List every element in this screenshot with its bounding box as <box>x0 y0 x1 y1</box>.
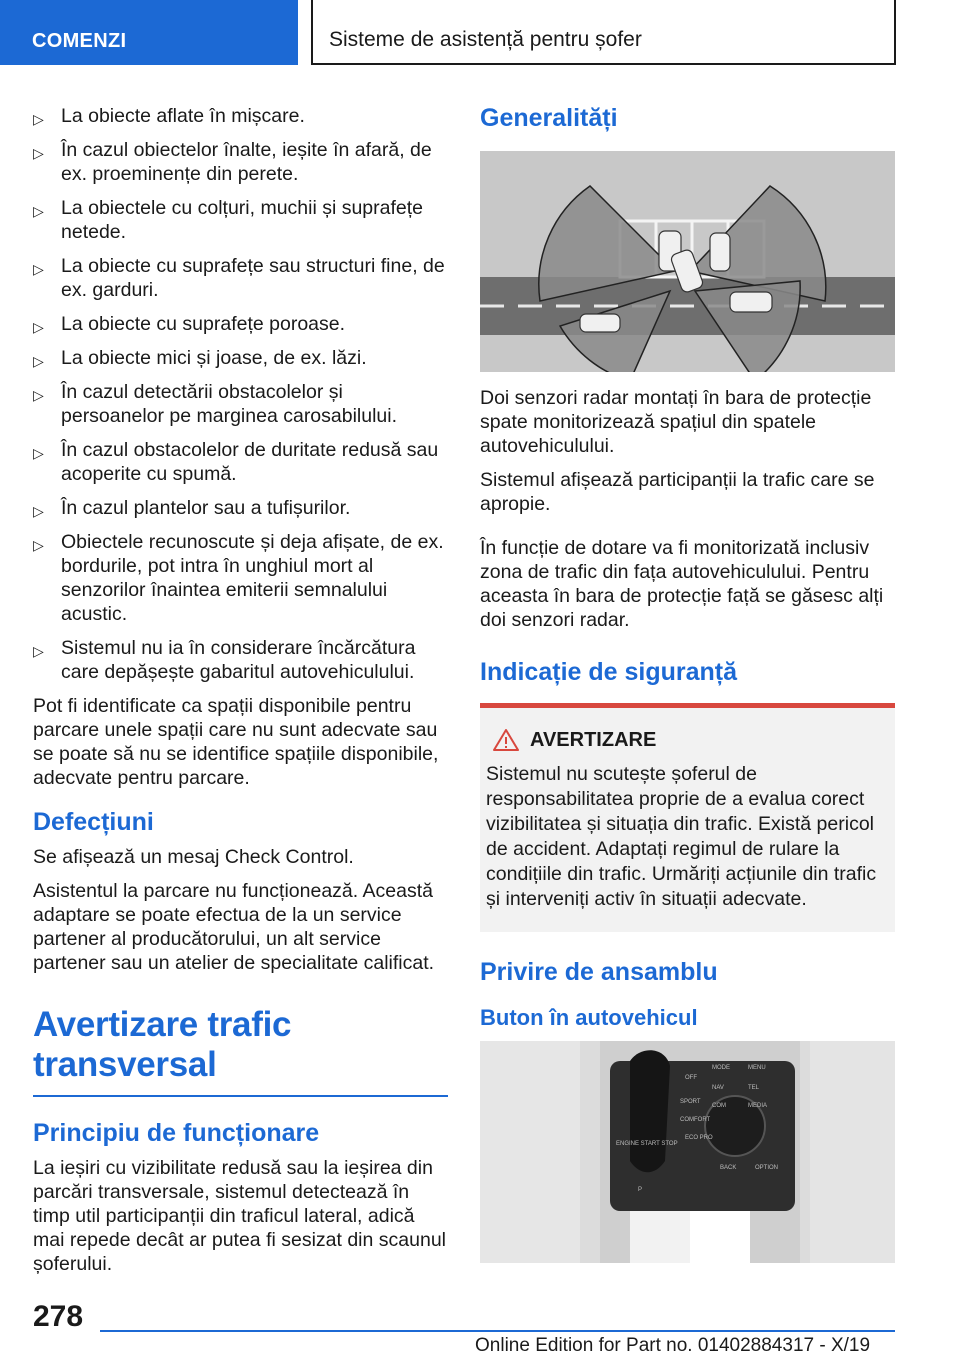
page-number: 278 <box>33 1300 84 1333</box>
button-subheading: Buton în autovehicul <box>480 1005 698 1030</box>
console-photo <box>480 1041 895 1263</box>
triangle-bullet-icon: ▷ <box>33 319 44 335</box>
chapter-box <box>311 0 896 65</box>
section-title: Avertizare trafic transversal <box>33 1005 448 1097</box>
defects-heading: Defecțiuni <box>33 808 154 836</box>
list-item: ▷ În cazul plantelor sau a tufișurilor. <box>33 496 448 520</box>
triangle-bullet-icon: ▷ <box>33 203 44 219</box>
warning-header <box>486 728 889 752</box>
left-column <box>33 104 448 1286</box>
list-item: ▷ La obiecte cu suprafețe sau structuri fine, de ex. garduri. <box>33 255 445 301</box>
console-button-label: ECO PRO <box>685 1135 713 1141</box>
right-column <box>480 104 895 1263</box>
triangle-bullet-icon: ▷ <box>33 387 44 403</box>
warning-label: AVERTIZARE <box>530 728 657 751</box>
console-button-label: MODE <box>712 1065 730 1071</box>
general-text-1: Doi senzori radar montați în bara de protecție spate monitorizează spațiul din spatele autovehiculului. <box>480 387 872 457</box>
principle-heading: Principiu de funcționare <box>33 1119 320 1147</box>
console-button-label: BACK <box>720 1165 737 1171</box>
radar-illustration <box>480 151 895 372</box>
defects-text-2: Asistentul la parcare nu funcționează. Această adaptare se poate efectua de la un service partener al producătorului, un alt service partener sau un atelier de specialitate calificat. <box>33 880 435 974</box>
center-console-icon <box>480 1041 895 1263</box>
list-item: ▷ La obiectele cu colțuri, muchii și suprafețe netede. <box>33 197 424 243</box>
overview-heading: Privire de ansamblu <box>480 958 718 986</box>
console-button-label: MENU <box>748 1065 766 1071</box>
triangle-bullet-icon: ▷ <box>33 445 44 461</box>
list-item: ▷ Obiectele recunoscute și deja afișate, de ex. bordurile, pot intra în unghiul mort al senzorilor înaintea emiterii semnalului acustic. <box>33 531 444 625</box>
section-label: COMENZI <box>32 30 127 52</box>
edition-info: Online Edition for Part no. 01402884317 - X/19 <box>475 1335 871 1356</box>
warning-triangle-icon <box>492 728 520 752</box>
console-button-label: COMFORT <box>680 1117 711 1123</box>
console-button-label: MEDIA <box>748 1103 768 1109</box>
footer-divider <box>100 1330 895 1332</box>
console-button-label: NAV <box>712 1085 724 1091</box>
list-item: ▷ În cazul obstacolelor de duritate redusă sau acoperite cu spumă. <box>33 439 439 485</box>
principle-text: La ieșiri cu vizibilitate redusă sau la ieșirea din parcări transversale, sistemul detectează în timp util participanții din traficul lateral, adică mai repede decât ar putea fi sesizat din scaunul șoferului. <box>33 1157 446 1275</box>
chapter-label: Sisteme de asistență pentru șofer <box>329 28 642 51</box>
triangle-bullet-icon: ▷ <box>33 261 44 277</box>
list-item: ▷ În cazul detectării obstacolelor și persoanelor pe marginea carosabilului. <box>33 381 398 427</box>
general-text-2: Sistemul afișează participanții la trafic care se apropie. <box>480 469 875 515</box>
general-heading: Generalități <box>480 104 618 132</box>
triangle-bullet-icon: ▷ <box>33 643 44 659</box>
triangle-bullet-icon: ▷ <box>33 537 44 553</box>
radar-diagram-icon <box>480 151 895 372</box>
list-item: ▷ La obiecte aflate în mișcare. <box>33 104 448 128</box>
list-item: ▷ Sistemul nu ia în considerare încărcătura care depășește gabaritul autovehiculului. <box>33 637 416 683</box>
defects-text-1: Se afișează un mesaj Check Control. <box>33 846 354 868</box>
triangle-bullet-icon: ▷ <box>33 145 44 161</box>
section-tab <box>0 0 298 65</box>
triangle-bullet-icon: ▷ <box>33 353 44 369</box>
console-button-label: SPORT <box>680 1099 701 1105</box>
list-item: ▷ În cazul obiectelor înalte, ieșite în afară, de ex. proeminențe din perete. <box>33 139 432 185</box>
general-text-3: În funcție de dotare va fi monitorizată inclusiv zona de trafic din fața autovehiculului. Pentru aceasta în bara de protecție față se găsesc alți doi senzori radar. <box>480 537 884 631</box>
parking-note: Pot fi identificate ca spații disponibile pentru parcare unele spații care nu sunt adecvate sau se poate să nu se identifice spațiile disponibile, adecvate pentru parcare. <box>33 695 439 789</box>
triangle-bullet-icon: ▷ <box>33 111 44 127</box>
console-button-label: ENGINE START STOP <box>616 1141 678 1147</box>
console-button-label: OPTION <box>755 1165 779 1171</box>
console-button-label: OFF <box>685 1075 697 1081</box>
warning-box <box>480 703 895 932</box>
limitations-list <box>33 104 448 684</box>
console-button-label: TEL <box>748 1085 760 1091</box>
console-button-label: P <box>638 1187 643 1193</box>
safety-heading: Indicație de siguranță <box>480 658 738 686</box>
console-button-label: COM <box>712 1103 726 1109</box>
list-item: ▷ La obiecte mici și joase, de ex. lăzi. <box>33 346 448 370</box>
list-item: ▷ La obiecte cu suprafețe poroase. <box>33 312 448 336</box>
warning-text: Sistemul nu scutește șoferul de responsabilitatea proprie de a evalua corect vizibilitatea și situația din trafic. Există pericol de accident. Adaptați regimul de rulare la condițiile din trafic. Urmăriți acțiunile din trafic și interveniți activ în situații adecvate. <box>486 763 877 910</box>
triangle-bullet-icon: ▷ <box>33 503 44 519</box>
